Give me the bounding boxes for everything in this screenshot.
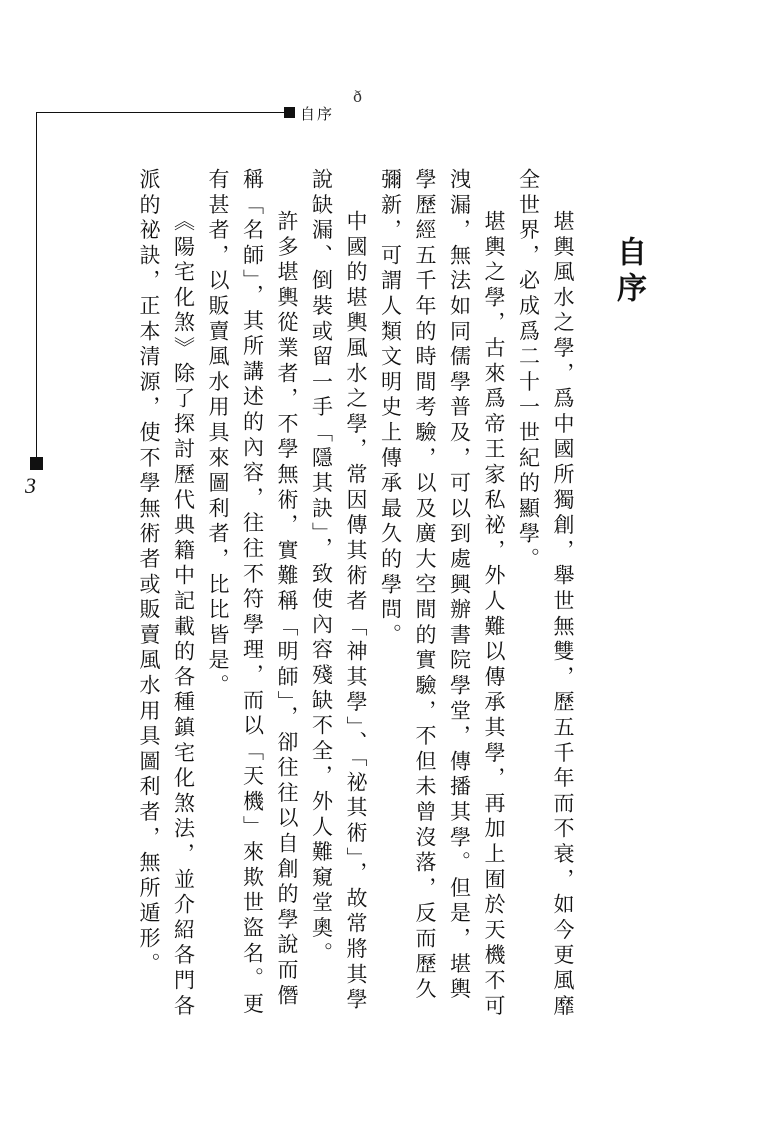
header-rule — [36, 112, 286, 113]
paragraph: 堪輿之學，古來爲帝王家私祕，外人難以傳承其學，再加上囿於天機不可洩漏，無法如同儒學普及，可以到處興辦書院學堂，傳播其學。但是，堪輿學歷經五千年的時間考驗，以及廣大空間的實驗，不但未曾沒落，反而歷久彌新，可謂人類文明史上傳承最久的學問。 — [378, 168, 506, 1020]
header-square-marker — [284, 107, 295, 118]
chapter-title: 自序 — [611, 236, 646, 308]
page-number: 3 — [25, 473, 36, 498]
margin-rule — [36, 112, 37, 460]
page-mark: ð — [353, 88, 363, 106]
running-header: 自序 — [300, 105, 335, 123]
preface-body — [137, 168, 580, 1028]
page-square-marker — [30, 457, 43, 470]
paragraph: 堪輿風水之學，爲中國所獨創，舉世無雙，歷五千年而不衰，如今更風靡全世界，必成爲二十一世紀的顯學。 — [516, 168, 575, 1020]
paragraph: 中國的堪輿風水之學，常因傳其術者「神其學」、「祕其術」，故常將其學說缺漏、倒裝或留一手「隱其訣」，致使內容殘缺不全，外人難窺堂奧。 — [309, 168, 368, 1014]
paragraph: 《陽宅化煞》除了探討歷代典籍中記載的各種鎮宅化煞法，並介紹各門各派的祕訣，正本清源，使不學無術者或販賣風水用具圖利者，無所遁形。 — [137, 168, 196, 1020]
paragraph: 許多堪輿從業者，不學無術，實難稱「明師」，卻往往以自創的學說而僭稱「名師」，其所講述的內容，往往不符學理，而以「天機」來欺世盜名。更有甚者，以販賣風水用具來圖利者，比比皆是。 — [206, 168, 299, 1018]
